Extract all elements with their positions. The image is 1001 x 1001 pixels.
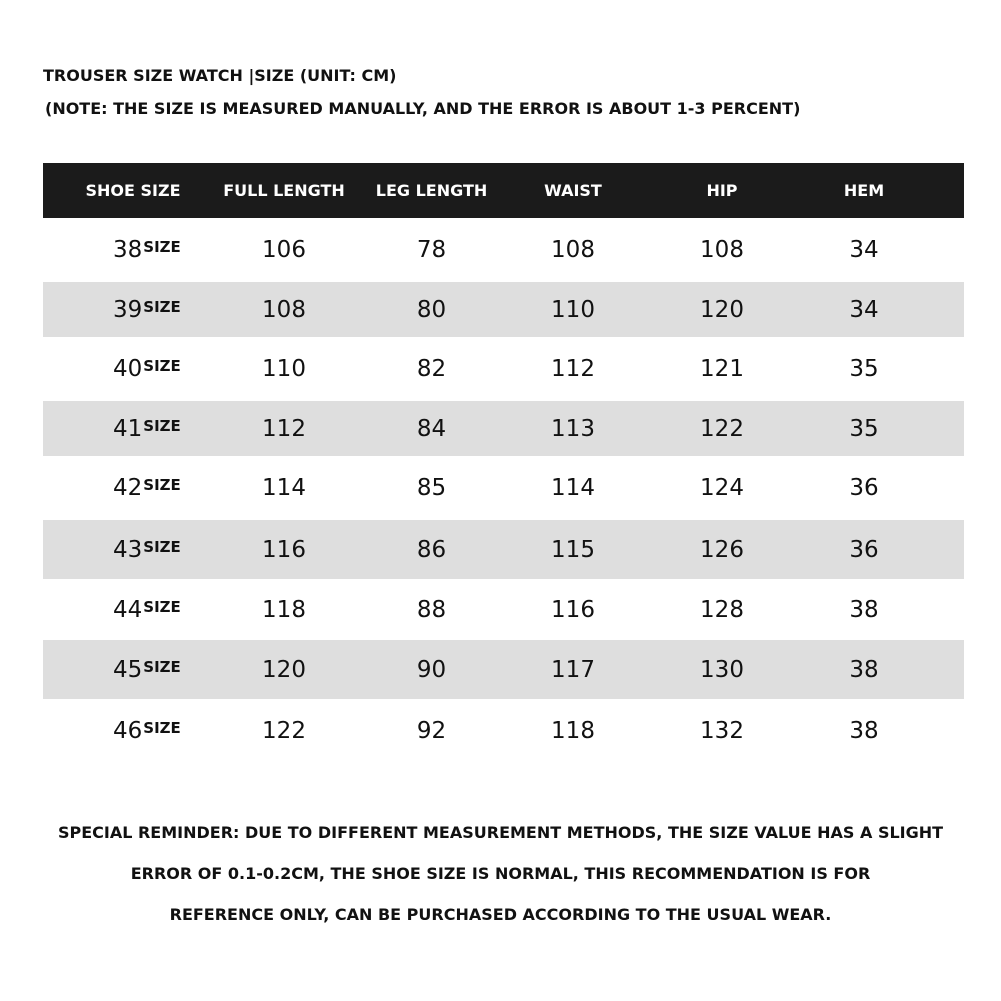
- hip-cell: 132: [700, 718, 744, 744]
- full-length-cell: 108: [262, 296, 306, 323]
- size-table: [43, 163, 964, 763]
- hip-cell: 108: [700, 237, 744, 263]
- hem-cell: 34: [849, 296, 879, 323]
- table-row: [43, 520, 964, 579]
- leg-length-cell: 88: [416, 596, 447, 623]
- header-hip: HIP: [706, 181, 738, 200]
- shoe-size-value: 46: [113, 718, 143, 744]
- full-length-cell: 110: [262, 356, 306, 382]
- header-hem: HEM: [843, 181, 885, 200]
- hip-cell: 124: [700, 475, 744, 501]
- chart-title: TROUSER SIZE WATCH |SIZE (UNIT: CM): [43, 66, 397, 85]
- shoe-size-suffix: SIZE: [143, 597, 181, 616]
- hip-cell: 128: [700, 596, 744, 623]
- leg-length-cell: 85: [416, 475, 447, 501]
- waist-cell: 116: [551, 596, 595, 623]
- header-waist: WAIST: [544, 181, 602, 200]
- hem-cell: 35: [849, 356, 879, 382]
- hem-cell: 38: [849, 718, 879, 744]
- full-length-cell: 106: [262, 237, 306, 263]
- shoe-size-cell: [43, 297, 223, 323]
- full-length-cell: 122: [262, 718, 306, 744]
- shoe-size-value: 42: [113, 475, 143, 501]
- shoe-size-suffix: SIZE: [143, 416, 181, 435]
- header-full-length: FULL LENGTH: [223, 181, 345, 200]
- waist-cell: 117: [551, 656, 595, 683]
- shoe-size-suffix: SIZE: [143, 719, 181, 737]
- shoe-size-cell: [43, 356, 223, 382]
- leg-length-cell: 78: [416, 237, 447, 263]
- waist-cell: 112: [551, 356, 595, 382]
- hem-cell: 38: [849, 596, 879, 623]
- hip-cell: 130: [700, 656, 744, 683]
- leg-length-cell: 90: [416, 656, 447, 683]
- full-length-cell: 114: [262, 475, 306, 501]
- hem-cell: 36: [849, 536, 879, 563]
- table-row: [43, 337, 964, 401]
- waist-cell: 115: [551, 536, 595, 563]
- shoe-size-value: 40: [113, 356, 143, 382]
- shoe-size-suffix: SIZE: [143, 357, 181, 375]
- waist-cell: 114: [551, 475, 595, 501]
- full-length-cell: 116: [262, 536, 306, 563]
- shoe-size-suffix: SIZE: [143, 537, 181, 556]
- hem-cell: 38: [849, 656, 879, 683]
- full-length-cell: 120: [262, 656, 306, 683]
- measurement-note: (NOTE: THE SIZE IS MEASURED MANUALLY, AND THE ERROR IS ABOUT 1-3 PERCENT): [45, 99, 801, 118]
- shoe-size-value: 45: [113, 656, 143, 683]
- shoe-size-suffix: SIZE: [143, 476, 181, 494]
- table-header: [43, 163, 964, 218]
- hip-cell: 122: [700, 415, 744, 442]
- table-body: [43, 218, 964, 763]
- table-row: [43, 579, 964, 640]
- waist-cell: 113: [551, 415, 595, 442]
- shoe-size-value: 38: [113, 237, 143, 263]
- shoe-size-suffix: SIZE: [143, 238, 181, 256]
- shoe-size-cell: [43, 597, 223, 623]
- waist-cell: 118: [551, 718, 595, 744]
- shoe-size-cell: [43, 475, 223, 501]
- leg-length-cell: 86: [416, 536, 447, 563]
- hip-cell: 126: [700, 536, 744, 563]
- hem-cell: 36: [849, 475, 879, 501]
- table-row: [43, 456, 964, 520]
- hem-cell: 34: [849, 237, 879, 263]
- full-length-cell: 112: [262, 415, 306, 442]
- shoe-size-value: 39: [113, 296, 143, 323]
- waist-cell: 108: [551, 237, 595, 263]
- leg-length-cell: 82: [416, 356, 447, 382]
- shoe-size-cell: [43, 718, 223, 744]
- table-row: [43, 401, 964, 456]
- table-row: [43, 282, 964, 337]
- table-row: [43, 699, 964, 763]
- leg-length-cell: 92: [416, 718, 447, 744]
- header-shoe-size: SHOE SIZE: [85, 181, 181, 200]
- reminder-line-1: SPECIAL REMINDER: DUE TO DIFFERENT MEASUREMENT METHODS, THE SIZE VALUE HAS A SLIGHT: [57, 823, 944, 842]
- reminder-line-2: ERROR OF 0.1-0.2CM, THE SHOE SIZE IS NORMAL, THIS RECOMMENDATION IS FOR: [130, 864, 871, 883]
- reminder-line-3: REFERENCE ONLY, CAN BE PURCHASED ACCORDING TO THE USUAL WEAR.: [169, 905, 832, 924]
- shoe-size-cell: [43, 237, 223, 263]
- waist-cell: 110: [551, 296, 595, 323]
- table-row: [43, 640, 964, 699]
- leg-length-cell: 80: [416, 296, 447, 323]
- shoe-size-cell: [43, 537, 223, 563]
- shoe-size-value: 41: [113, 415, 143, 442]
- shoe-size-suffix: SIZE: [143, 297, 181, 316]
- leg-length-cell: 84: [416, 415, 447, 442]
- shoe-size-suffix: SIZE: [143, 657, 181, 676]
- shoe-size-value: 44: [113, 596, 143, 623]
- shoe-size-cell: [43, 416, 223, 442]
- shoe-size-cell: [43, 657, 223, 683]
- header-leg-length: LEG LENGTH: [375, 181, 488, 200]
- shoe-size-value: 43: [113, 536, 143, 563]
- table-row: [43, 218, 964, 282]
- hip-cell: 121: [700, 356, 744, 382]
- hem-cell: 35: [849, 415, 879, 442]
- hip-cell: 120: [700, 296, 744, 323]
- full-length-cell: 118: [262, 596, 306, 623]
